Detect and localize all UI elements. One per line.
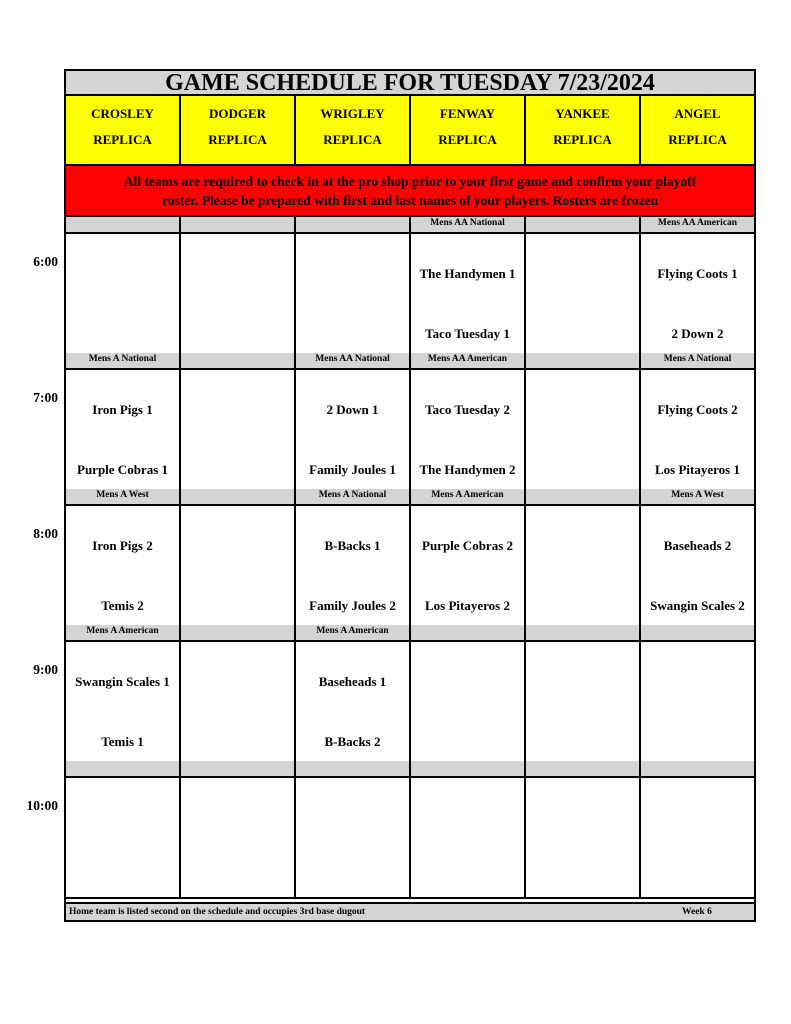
- game-cell: [641, 642, 754, 761]
- time-label: 8:00: [33, 526, 58, 541]
- notice-line-2: roster. Please be prepared with first and last names of your players. Rosters are frozen: [162, 193, 658, 208]
- field-subtitle: REPLICA: [93, 132, 152, 147]
- game-cell: [526, 642, 641, 761]
- game-cell: [66, 506, 181, 625]
- game-cell: [181, 778, 296, 897]
- game-cell: [641, 370, 754, 489]
- game-cell: [296, 370, 411, 489]
- home-team: Taco Tuesday 1: [425, 326, 510, 341]
- division-label: [411, 625, 526, 640]
- game-cell: [181, 370, 296, 489]
- game-cell: [66, 234, 181, 353]
- away-team: Swangin Scales 1: [75, 674, 170, 689]
- division-label: [641, 625, 754, 640]
- game-cell: [296, 506, 411, 625]
- division-label: [526, 217, 641, 232]
- game-cell: [181, 234, 296, 353]
- division-label: Mens A American: [411, 489, 526, 504]
- division-label: Mens A American: [296, 625, 411, 640]
- division-label: [526, 761, 641, 776]
- division-label: Mens A National: [296, 489, 411, 504]
- home-team: Temis 2: [101, 598, 144, 613]
- home-team: Family Joules 2: [309, 598, 396, 613]
- field-header-crosley: [66, 96, 181, 164]
- game-cell: [296, 642, 411, 761]
- field-name: DODGER: [208, 106, 267, 121]
- away-team: The Handymen 1: [419, 266, 516, 281]
- week-label: Week 6: [682, 907, 712, 917]
- division-label: [411, 761, 526, 776]
- field-subtitle: REPLICA: [208, 132, 267, 147]
- game-cell: [66, 370, 181, 489]
- game-cell: [641, 778, 754, 897]
- game-cell: [526, 234, 641, 353]
- away-team: Baseheads 1: [318, 674, 387, 689]
- division-label: [181, 625, 296, 640]
- home-team: Los Pitayeros 2: [425, 598, 510, 613]
- field-name: ANGEL: [674, 106, 721, 121]
- division-label: Mens AA National: [411, 217, 526, 232]
- division-label: Mens A National: [641, 353, 754, 368]
- division-label: Mens A National: [66, 353, 181, 368]
- game-cell: [526, 370, 641, 489]
- division-label: Mens AA National: [296, 353, 411, 368]
- away-team: Iron Pigs 2: [92, 538, 153, 553]
- division-label: [66, 217, 181, 232]
- checkin-notice: [66, 164, 754, 217]
- game-cell: [641, 234, 754, 353]
- game-cell: [411, 370, 526, 489]
- home-team: B-Backs 2: [324, 734, 381, 749]
- field-header-fenway: [411, 96, 526, 164]
- division-label: [296, 217, 411, 232]
- field-name: CROSLEY: [91, 106, 154, 121]
- game-cell: [641, 506, 754, 625]
- division-label: Mens A American: [66, 625, 181, 640]
- field-name: YANKEE: [555, 106, 610, 121]
- field-name: WRIGLEY: [320, 106, 385, 121]
- home-team: 2 Down 2: [671, 326, 724, 341]
- away-team: Flying Coots 1: [657, 266, 738, 281]
- away-team: Iron Pigs 1: [92, 402, 153, 417]
- game-cell: [526, 506, 641, 625]
- division-label: [181, 217, 296, 232]
- away-team: Purple Cobras 2: [422, 538, 513, 553]
- time-label: 9:00: [33, 662, 58, 677]
- game-cell: [411, 506, 526, 625]
- division-label: [296, 761, 411, 776]
- field-subtitle: REPLICA: [553, 132, 612, 147]
- field-header-wrigley: [296, 96, 411, 164]
- division-label: [181, 761, 296, 776]
- away-team: Taco Tuesday 2: [425, 402, 510, 417]
- away-team: Baseheads 2: [663, 538, 732, 553]
- division-label: [181, 489, 296, 504]
- division-label: [526, 489, 641, 504]
- away-team: 2 Down 1: [326, 402, 379, 417]
- game-cell: [66, 642, 181, 761]
- field-name: FENWAY: [439, 106, 496, 121]
- time-label: 10:00: [26, 798, 58, 813]
- time-label: 6:00: [33, 254, 58, 269]
- row-divider: [66, 897, 754, 899]
- division-label: [181, 353, 296, 368]
- schedule-footer: [66, 902, 754, 920]
- division-label: Mens A West: [66, 489, 181, 504]
- home-team: Swangin Scales 2: [650, 598, 745, 613]
- schedule-sheet: [64, 69, 756, 922]
- game-cell: [181, 642, 296, 761]
- field-header-angel: [641, 96, 754, 164]
- division-label: [641, 761, 754, 776]
- division-label: Mens AA American: [641, 217, 754, 232]
- away-team: B-Backs 1: [324, 538, 381, 553]
- field-header-dodger: [181, 96, 296, 164]
- field-subtitle: REPLICA: [438, 132, 497, 147]
- game-cell: [526, 778, 641, 897]
- notice-line-1: All teams are required to check in at the pro shop prior to your first game and confirm your playoff: [123, 174, 697, 189]
- division-label: Mens A West: [641, 489, 754, 504]
- division-label: [526, 625, 641, 640]
- time-label: 7:00: [33, 390, 58, 405]
- home-team: Purple Cobras 1: [77, 462, 168, 477]
- game-cell: [181, 506, 296, 625]
- field-header-yankee: [526, 96, 641, 164]
- away-team: Flying Coots 2: [657, 402, 738, 417]
- game-cell: [296, 234, 411, 353]
- division-label: Mens AA American: [411, 353, 526, 368]
- game-cell: [66, 778, 181, 897]
- home-team: Los Pitayeros 1: [655, 462, 740, 477]
- field-subtitle: REPLICA: [668, 132, 727, 147]
- game-cell: [411, 778, 526, 897]
- page-title: GAME SCHEDULE FOR TUESDAY 7/23/2024: [66, 71, 754, 96]
- home-team: The Handymen 2: [419, 462, 516, 477]
- division-label: [526, 353, 641, 368]
- field-subtitle: REPLICA: [323, 132, 382, 147]
- home-team: Family Joules 1: [309, 462, 396, 477]
- home-team-note: Home team is listed second on the schedule and occupies 3rd base dugout: [69, 907, 366, 917]
- division-label: [66, 761, 181, 776]
- game-cell: [296, 778, 411, 897]
- home-team: Temis 1: [101, 734, 144, 749]
- game-cell: [411, 642, 526, 761]
- game-cell: [411, 234, 526, 353]
